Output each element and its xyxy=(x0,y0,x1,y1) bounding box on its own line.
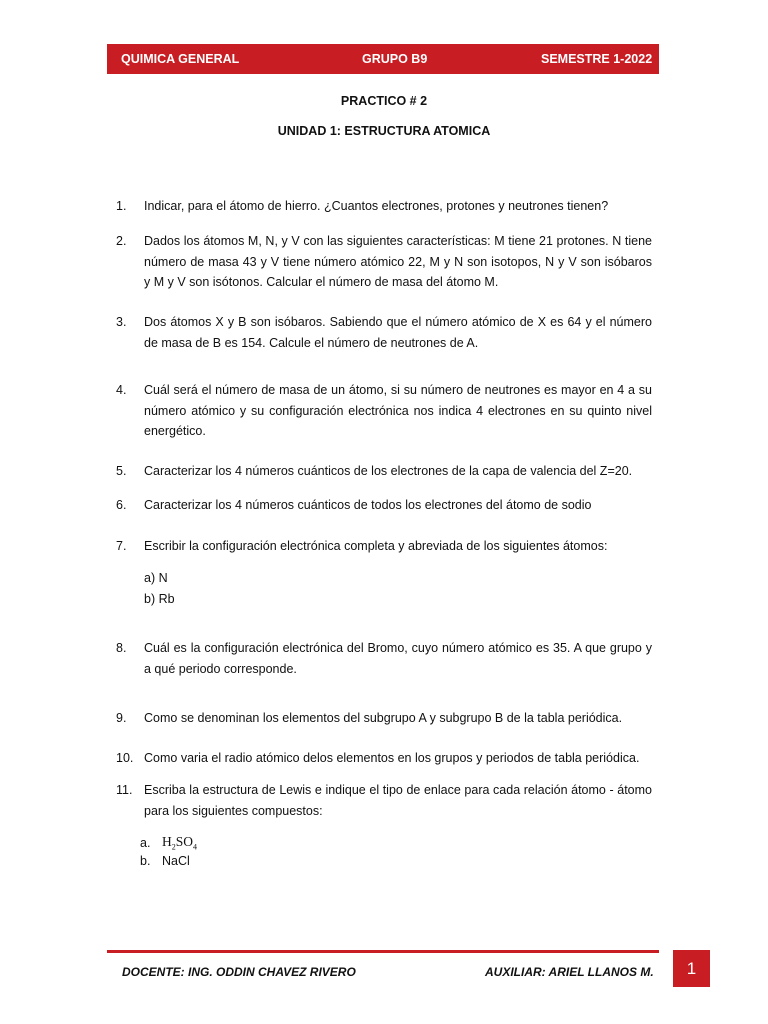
question-text: Cuál será el número de masa de un átomo, si su número de neutrones es mayor en 4 a su número atómico y su configuración electrónica nos indica 4 electrones en su quinto nivel energético. xyxy=(144,383,652,438)
question-text: Caracterizar los 4 números cuánticos de todos los electrones del átomo de sodio xyxy=(144,498,592,512)
question-text: Escribir la configuración electrónica completa y abreviada de los siguientes átomos: xyxy=(144,539,608,553)
group-name: GRUPO B9 xyxy=(362,52,428,66)
question-number: 11. xyxy=(116,783,133,797)
question-number: 6. xyxy=(116,498,127,512)
unit-title: UNIDAD 1: ESTRUCTURA ATOMICA xyxy=(277,124,491,138)
page-title: PRACTICO # 2 xyxy=(340,94,428,108)
semester-label: SEMESTRE 1-2022 xyxy=(541,52,653,66)
question-text: Como se denominan los elementos del subgrupo A y subgrupo B de la tabla periódica. xyxy=(144,711,623,725)
footer-divider xyxy=(107,950,659,953)
question-number: 4. xyxy=(116,383,127,397)
question-number: 5. xyxy=(116,464,127,478)
course-name: QUIMICA GENERAL xyxy=(121,52,240,66)
question-text: Dados los átomos M, N, y V con las siguientes características: M tiene 21 protones. N tiene número de masa 43 y V tiene número atómico 22, M y N son isotopos, N y V son isóbaros y M y V son isótonos. Calcular el número de masa del átomo M. xyxy=(144,234,652,289)
teacher-name: DOCENTE: ING. ODDIN CHAVEZ RIVERO xyxy=(122,965,356,979)
question-text: Escriba la estructura de Lewis e indique el tipo de enlace para cada relación átomo - átomo para los siguientes compuestos: xyxy=(144,783,652,818)
question-text: Dos átomos X y B son isóbaros. Sabiendo que el número atómico de X es 64 y el número de masa de B es 154. Calcule el número de neutrones de A. xyxy=(144,315,652,350)
q11-option-a-marker: a. xyxy=(140,836,151,850)
question-number: 10. xyxy=(116,751,134,765)
question-number: 7. xyxy=(116,539,127,553)
q7-option-b: b) Rb xyxy=(144,592,175,606)
assistant-name: AUXILIAR: ARIEL LLANOS M. xyxy=(485,965,654,979)
q11-option-b-marker: b. xyxy=(140,854,151,868)
page-number: 1 xyxy=(673,950,710,987)
q7-option-a: a) N xyxy=(144,571,168,585)
question-text: Como varia el radio atómico delos elementos en los grupos y periodos de tabla periódica. xyxy=(144,751,640,765)
q11-option-b-formula: NaCl xyxy=(162,854,190,868)
question-number: 9. xyxy=(116,711,127,725)
question-text: Caracterizar los 4 números cuánticos de los electrones de la capa de valencia del Z=20. xyxy=(144,464,633,478)
header-bar xyxy=(107,44,659,74)
question-number: 8. xyxy=(116,641,127,655)
question-number: 2. xyxy=(116,234,127,248)
question-number: 3. xyxy=(116,315,127,329)
question-number: 1. xyxy=(116,199,127,213)
question-text: Indicar, para el átomo de hierro. ¿Cuantos electrones, protones y neutrones tienen? xyxy=(144,199,609,213)
question-text: Cuál es la configuración electrónica del Bromo, cuyo número atómico es 35. A que grupo y a qué periodo corresponde. xyxy=(144,641,652,676)
q11-option-a-formula: $H_2SO_4$ xyxy=(162,834,198,852)
